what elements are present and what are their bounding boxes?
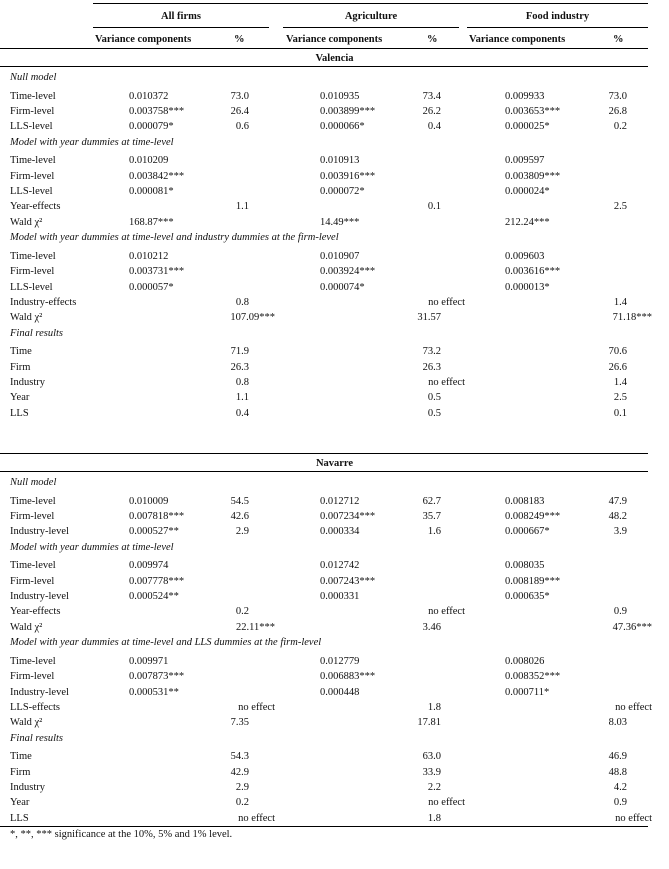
percent-value: 71.18***: [612, 312, 652, 324]
variance-value: 168.87***: [129, 216, 174, 228]
variance-value: 212.24***: [505, 216, 550, 228]
variance-value: 0.000448: [320, 686, 360, 698]
variance-value: 0.009603: [505, 250, 545, 262]
row-label: Firm-level: [10, 170, 55, 182]
row-label: Time: [10, 346, 32, 358]
variance-value: 0.007243***: [320, 575, 376, 587]
percent-value: 2.9: [235, 526, 249, 538]
row-label: LLS-effects: [10, 701, 60, 713]
variance-value: 0.012742: [320, 560, 360, 572]
variance-value: 0.003809***: [505, 170, 561, 182]
percent-value: 0.2: [235, 797, 249, 809]
subheader-percent-agriculture: %: [427, 34, 438, 45]
footnote: *, **, *** significance at the 10%, 5% and 1% level.: [10, 829, 233, 841]
percent-value: 0.9: [613, 606, 627, 618]
variance-value: 0.000066*: [320, 121, 365, 133]
percent-value: 2.9: [235, 782, 249, 793]
row-label: Wald χ²: [10, 717, 43, 729]
percent-value: 35.7: [422, 510, 441, 522]
block-title: Final results: [10, 327, 63, 339]
percent-value: 0.9: [613, 797, 627, 809]
variance-value: 0.007818***: [129, 510, 185, 522]
variance-value: 0.000334: [320, 526, 360, 538]
block-title: Model with year dummies at time-level and industry dummies at the firm-level: [10, 232, 339, 244]
percent-value: 1.6: [427, 526, 441, 538]
row-label: Firm-level: [10, 575, 55, 587]
variance-value: 0.000524**: [129, 591, 179, 602]
variance-value: 0.009933: [505, 90, 545, 102]
row-label: Time-level: [10, 155, 56, 167]
percent-value: 71.9: [230, 346, 249, 358]
percent-value: 0.2: [613, 121, 627, 133]
group-header-agriculture: Agriculture: [344, 11, 398, 22]
variance-value: 0.010009: [129, 495, 169, 507]
percent-value: 2.5: [613, 201, 627, 213]
variance-value: 0.010913: [320, 155, 360, 167]
variance-value: 0.009597: [505, 155, 545, 167]
section-rule-top: [0, 48, 648, 49]
percent-value: 0.2: [235, 606, 249, 618]
group-rule-agriculture: [283, 27, 459, 28]
row-label: Time-level: [10, 560, 56, 572]
variance-value: 0.008352***: [505, 671, 561, 683]
percent-value: 4.2: [613, 782, 627, 793]
row-label: Firm-level: [10, 105, 55, 117]
row-label: Industry-level: [10, 686, 69, 698]
percent-value: 73.0: [608, 90, 627, 102]
percent-value: 54.5: [230, 495, 249, 507]
percent-value: 3.9: [613, 526, 627, 538]
variance-value: 0.007234***: [320, 510, 376, 522]
group-rule-all-firms: [93, 27, 269, 28]
variance-value: 0.000667*: [505, 526, 550, 538]
variance-value: 0.010372: [129, 90, 169, 102]
row-label: Firm-level: [10, 671, 55, 683]
percent-value: 0.5: [427, 407, 441, 419]
percent-value: no effect: [428, 296, 465, 308]
percent-value: 22.11***: [236, 621, 275, 633]
percent-value: 31.57: [417, 312, 441, 324]
row-label: Year: [10, 797, 30, 809]
variance-value: 14.49***: [320, 216, 360, 228]
percent-value: 26.6: [608, 361, 627, 373]
block-title: Model with year dummies at time-level: [10, 136, 174, 148]
variance-value: 0.000024*: [505, 186, 550, 197]
row-label: Time-level: [10, 655, 56, 667]
subheader-percent-all-firms: %: [234, 34, 245, 45]
variance-value: 0.003916***: [320, 170, 376, 182]
section-rule-bottom: [0, 471, 648, 472]
percent-value: 1.1: [235, 201, 249, 213]
percent-value: 3.46: [422, 621, 441, 633]
variance-value: 0.003616***: [505, 266, 561, 278]
percent-value: 70.6: [608, 346, 627, 358]
top-rule: [93, 3, 648, 4]
variance-value: 0.009971: [129, 655, 169, 667]
percent-value: 54.3: [230, 751, 249, 763]
block-title: Null model: [10, 72, 57, 83]
percent-value: 33.9: [422, 766, 441, 778]
row-label: Wald χ²: [10, 216, 43, 228]
block-title: Null model: [10, 477, 57, 488]
percent-value: 48.8: [608, 766, 627, 778]
variance-value: 0.000057*: [129, 281, 174, 293]
percent-value: 0.5: [427, 392, 441, 404]
percent-value: 1.8: [427, 812, 441, 824]
percent-value: 26.8: [608, 105, 627, 117]
percent-value: 0.1: [613, 407, 627, 419]
row-label: Time-level: [10, 495, 56, 507]
section-title: Valencia: [315, 53, 354, 64]
row-label: Industry-effects: [10, 296, 77, 308]
variance-value: 0.008249***: [505, 510, 561, 522]
variance-value: 0.003653***: [505, 105, 561, 117]
percent-value: 17.81: [417, 717, 441, 729]
row-label: Industry-level: [10, 526, 69, 538]
percent-value: 8.03: [608, 717, 627, 729]
percent-value: 63.0: [422, 751, 441, 763]
row-label: LLS: [10, 812, 29, 824]
row-label: Wald χ²: [10, 312, 43, 324]
variance-value: 0.000711*: [505, 686, 550, 698]
row-label: Time: [10, 751, 32, 763]
percent-value: 107.09***: [230, 312, 275, 324]
group-header-food-industry: Food industry: [525, 11, 590, 22]
variance-value: 0.012779: [320, 655, 360, 667]
block-title: Model with year dummies at time-level and LLS dummies at the firm-level: [10, 637, 322, 649]
percent-value: 0.8: [235, 377, 249, 388]
percent-value: 0.4: [235, 407, 249, 419]
percent-value: 7.35: [230, 717, 249, 729]
bottom-rule: [0, 826, 648, 827]
row-label: Year-effects: [10, 201, 61, 213]
row-label: Firm-level: [10, 266, 55, 278]
percent-value: 26.2: [422, 105, 441, 117]
variance-value: 0.010209: [129, 155, 169, 167]
percent-value: 0.4: [427, 121, 441, 133]
subheader-percent-food-industry: %: [613, 34, 624, 45]
variance-value: 0.000331: [320, 591, 360, 602]
variance-value: 0.007778***: [129, 575, 185, 587]
percent-value: no effect: [428, 606, 465, 618]
row-label: Firm-level: [10, 510, 55, 522]
percent-value: 26.3: [422, 361, 441, 373]
variance-value: 0.010907: [320, 250, 360, 262]
variance-value: 0.000527**: [129, 526, 179, 538]
variance-value: 0.000025*: [505, 121, 550, 133]
percent-value: 1.1: [235, 392, 249, 404]
percent-value: 42.6: [230, 510, 249, 522]
row-label: Firm: [10, 766, 31, 778]
variance-value: 0.000081*: [129, 186, 174, 197]
percent-value: 73.0: [230, 90, 249, 102]
percent-value: no effect: [428, 797, 465, 809]
variance-value: 0.000531**: [129, 686, 179, 698]
percent-value: 0.6: [235, 121, 249, 133]
subheader-variance-all-firms: Variance components: [95, 34, 192, 45]
percent-value: no effect: [238, 701, 275, 713]
variance-value: 0.000074*: [320, 281, 365, 293]
variance-value: 0.008189***: [505, 575, 561, 587]
row-label: Industry: [10, 377, 45, 388]
percent-value: 46.9: [608, 751, 627, 763]
subheader-variance-agriculture: Variance components: [286, 34, 383, 45]
percent-value: no effect: [428, 377, 465, 388]
variance-value: 0.000079*: [129, 121, 174, 133]
row-label: Wald χ²: [10, 621, 43, 633]
group-header-all-firms: All firms: [161, 11, 201, 22]
variance-value: 0.006883***: [320, 671, 376, 683]
row-label: Industry-level: [10, 591, 69, 602]
row-label: Time-level: [10, 90, 56, 102]
variance-value: 0.010212: [129, 250, 169, 262]
variance-value: 0.008026: [505, 655, 545, 667]
row-label: Year-effects: [10, 606, 61, 618]
variance-value: 0.000635*: [505, 591, 550, 602]
row-label: Industry: [10, 782, 45, 793]
row-label: Firm: [10, 361, 31, 373]
percent-value: 26.3: [230, 361, 249, 373]
percent-value: 26.4: [230, 105, 249, 117]
variance-value: 0.008035: [505, 560, 545, 572]
percent-value: 47.36***: [612, 621, 652, 633]
percent-value: 42.9: [230, 766, 249, 778]
variance-value: 0.003758***: [129, 105, 185, 117]
percent-value: no effect: [238, 812, 275, 824]
variance-value: 0.003924***: [320, 266, 376, 278]
section-title: Navarre: [315, 458, 354, 469]
variance-value: 0.007873***: [129, 671, 185, 683]
block-title: Final results: [10, 732, 63, 744]
subheader-variance-food-industry: Variance components: [469, 34, 566, 45]
row-label: LLS: [10, 407, 29, 419]
section-rule-bottom: [0, 66, 648, 67]
percent-value: 48.2: [608, 510, 627, 522]
percent-value: 0.8: [235, 296, 249, 308]
row-label: Year: [10, 392, 30, 404]
percent-value: 1.4: [613, 296, 627, 308]
percent-value: no effect: [615, 701, 652, 713]
section-rule-top: [0, 453, 648, 454]
percent-value: 62.7: [422, 495, 441, 507]
percent-value: no effect: [615, 812, 652, 824]
variance-value: 0.000072*: [320, 186, 365, 197]
variance-value: 0.003899***: [320, 105, 376, 117]
variance-value: 0.000013*: [505, 281, 550, 293]
percent-value: 2.2: [427, 782, 441, 793]
percent-value: 0.1: [427, 201, 441, 213]
variance-value: 0.009974: [129, 560, 169, 572]
percent-value: 2.5: [613, 392, 627, 404]
percent-value: 1.4: [613, 377, 627, 388]
variance-value: 0.003731***: [129, 266, 185, 278]
percent-value: 1.8: [427, 701, 441, 713]
group-rule-food-industry: [467, 27, 648, 28]
percent-value: 47.9: [608, 495, 627, 507]
percent-value: 73.4: [422, 90, 441, 102]
row-label: LLS-level: [10, 281, 53, 293]
row-label: Time-level: [10, 250, 56, 262]
variance-value: 0.003842***: [129, 170, 185, 182]
variance-value: 0.010935: [320, 90, 360, 102]
block-title: Model with year dummies at time-level: [10, 541, 174, 553]
percent-value: 73.2: [422, 346, 441, 358]
variance-value: 0.012712: [320, 495, 360, 507]
row-label: LLS-level: [10, 186, 53, 197]
variance-value: 0.008183: [505, 495, 545, 507]
row-label: LLS-level: [10, 121, 53, 133]
